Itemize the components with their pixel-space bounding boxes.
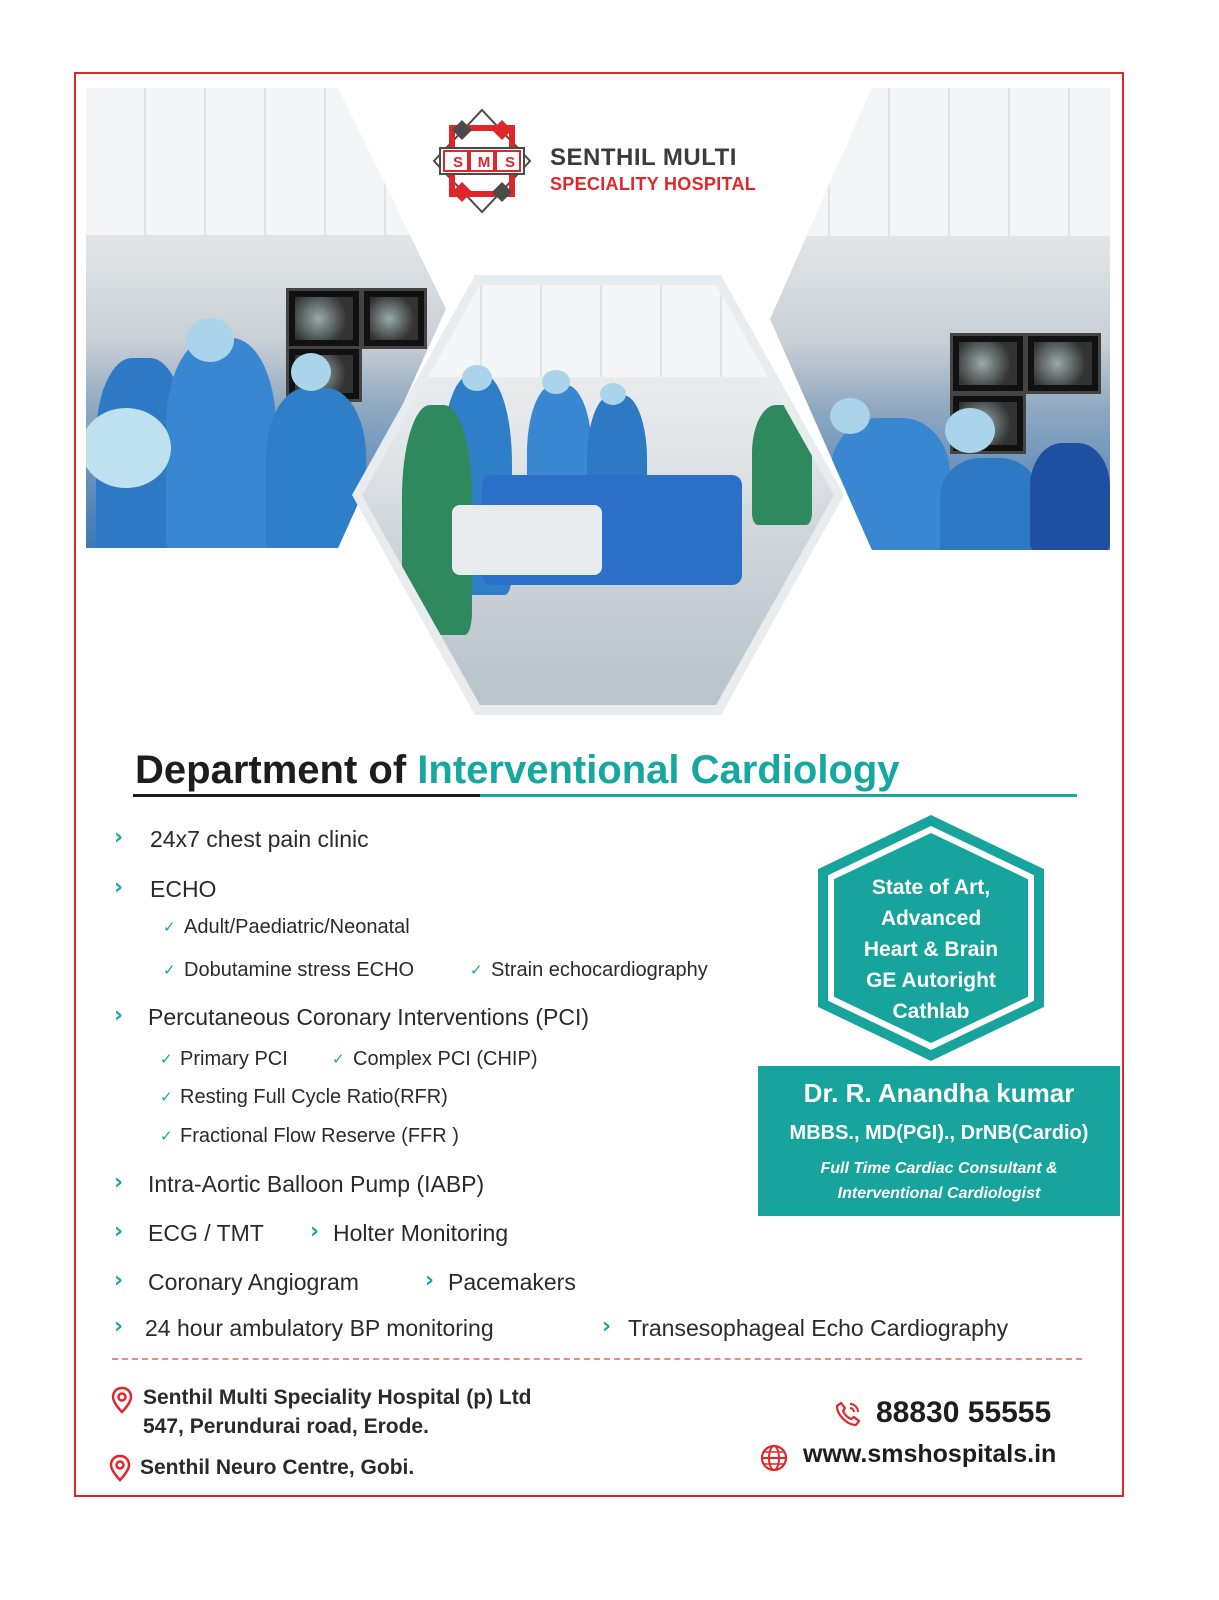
badge-line: Advanced	[880, 907, 982, 930]
service-subitem: Strain echocardiography	[491, 959, 708, 981]
doctor-card	[758, 1066, 1120, 1216]
service-subitem: Primary PCI	[180, 1048, 288, 1070]
badge-line: Cathlab	[892, 1000, 970, 1023]
hospital-name: SENTHIL MULTI	[550, 144, 737, 171]
doctor-role-line: Full Time Cardiac Consultant &	[820, 1160, 1058, 1177]
service-item: Coronary Angiogram	[148, 1269, 359, 1295]
chevron-right-icon: ›	[310, 1219, 320, 1244]
address-erode-line2: 547, Perundurai road, Erode.	[143, 1415, 429, 1438]
doctor-role	[758, 1156, 1120, 1206]
logo-letter: S	[452, 154, 463, 171]
address-erode-line1: Senthil Multi Speciality Hospital (p) Ltd	[143, 1386, 532, 1409]
heading-part2: Interventional Cardiology	[417, 748, 900, 792]
location-pin-icon	[108, 1454, 132, 1482]
logo-letter: S	[504, 154, 515, 171]
globe-icon	[760, 1444, 788, 1472]
chevron-right-icon: ›	[114, 1003, 124, 1028]
check-icon: ✓	[160, 1127, 173, 1145]
check-icon: ✓	[160, 1050, 173, 1068]
service-item: ECHO	[150, 876, 217, 902]
service-subitem: Adult/Paediatric/Neonatal	[184, 916, 410, 938]
doctor-degrees: MBBS., MD(PGI)., DrNB(Cardio)	[789, 1122, 1089, 1144]
website-link[interactable]: www.smshospitals.in	[803, 1440, 1057, 1468]
service-item: Transesophageal Echo Cardiography	[628, 1315, 1009, 1341]
divider	[112, 1358, 1082, 1360]
heading-underline-accent	[480, 794, 1077, 797]
chevron-right-icon: ›	[425, 1268, 435, 1293]
chevron-right-icon: ›	[602, 1314, 612, 1339]
location-pin-icon	[110, 1386, 134, 1414]
logo-letter: M	[477, 154, 491, 171]
doctor-role-line: Interventional Cardiologist	[837, 1185, 1041, 1202]
hospital-subname: SPECIALITY HOSPITAL	[550, 174, 757, 194]
service-subitem: Fractional Flow Reserve (FFR )	[180, 1125, 459, 1147]
hospital-logo	[432, 108, 762, 218]
chevron-right-icon: ›	[114, 1268, 124, 1293]
service-subitem: Complex PCI (CHIP)	[353, 1048, 538, 1070]
phone-number[interactable]: 88830 55555	[876, 1396, 1052, 1429]
service-item: Intra-Aortic Balloon Pump (IABP)	[148, 1171, 485, 1197]
chevron-right-icon: ›	[114, 825, 124, 850]
address-gobi: Senthil Neuro Centre, Gobi.	[140, 1456, 415, 1479]
service-item: ECG / TMT	[148, 1220, 264, 1246]
doctor-name: Dr. R. Anandha kumar	[803, 1078, 1075, 1108]
chevron-right-icon: ›	[114, 1314, 124, 1339]
service-subitem: Dobutamine stress ECHO	[184, 959, 415, 981]
phone-icon	[834, 1400, 862, 1428]
check-icon: ✓	[163, 961, 176, 979]
service-item: 24x7 chest pain clinic	[150, 826, 369, 852]
badge-line: Heart & Brain	[863, 938, 999, 961]
service-item: 24 hour ambulatory BP monitoring	[145, 1315, 494, 1341]
check-icon: ✓	[470, 961, 483, 979]
check-icon: ✓	[332, 1050, 345, 1068]
service-item: Percutaneous Coronary Interventions (PCI)	[148, 1004, 590, 1030]
badge-line: GE Autoright	[866, 969, 996, 992]
department-heading	[135, 748, 900, 793]
service-item: Holter Monitoring	[333, 1220, 509, 1246]
chevron-right-icon: ›	[114, 1219, 124, 1244]
service-subitem: Resting Full Cycle Ratio(RFR)	[180, 1086, 448, 1108]
chevron-right-icon: ›	[114, 875, 124, 900]
chevron-right-icon: ›	[114, 1170, 124, 1195]
service-item: Pacemakers	[448, 1269, 576, 1295]
badge-text	[838, 872, 1024, 1027]
check-icon: ✓	[163, 918, 176, 936]
check-icon: ✓	[160, 1088, 173, 1106]
heading-part1: Department of	[135, 748, 407, 792]
badge-line: State of Art,	[871, 876, 991, 899]
